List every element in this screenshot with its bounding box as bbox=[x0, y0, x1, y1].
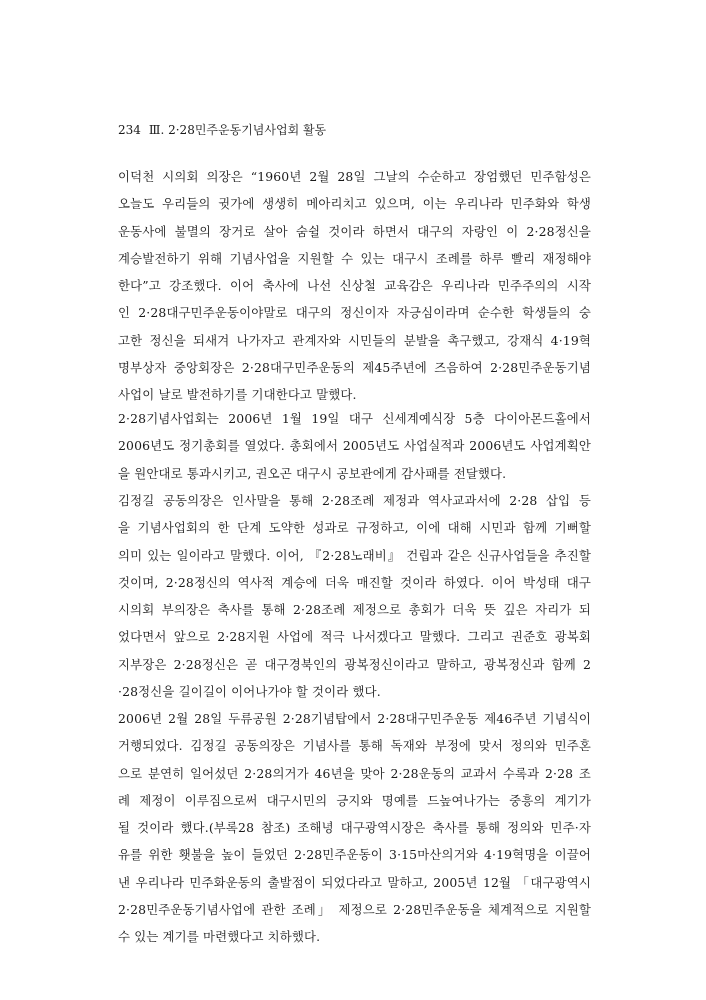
text-line: 명부상자 중앙회장은 2·28대구민주운동의 제45주년에 즈음하여 2·28민주운동기념 bbox=[118, 360, 591, 376]
text-line: 것이며, 2·28정신의 역사적 계승에 더욱 매진할 것이라 하였다. 이어 박성태 대구 bbox=[118, 574, 591, 590]
text-line: 었다면서 앞으로 2·28지원 사업에 적극 나서겠다고 말했다. 그리고 권준호 광복회 bbox=[118, 629, 591, 645]
text-line: 수 있는 계기를 마련했다고 치하했다. bbox=[118, 929, 321, 945]
text-line: 례 제정이 이루짐으로써 대구시민의 긍지와 명예를 드높여나가는 중흥의 계기가 bbox=[118, 792, 591, 808]
text-line: 오늘도 우리들의 귓가에 생생히 메아리치고 있으며, 이는 우리나라 민주화와 학생 bbox=[118, 196, 591, 212]
text-line: ·28정신을 길이길이 이어나가야 할 것이라 했다. bbox=[118, 684, 381, 700]
chapter-title: Ⅲ. 2·28민주운동기념사업회 활동 bbox=[148, 123, 327, 137]
text-line: 2·28기념사업회는 2006년 1월 19일 대구 신세계예식장 5층 다이아몬드홀에서 bbox=[118, 411, 591, 426]
text-line: 을 원안대로 통과시키고, 권오곤 대구시 공보관에게 감사패를 전달했다. bbox=[118, 465, 507, 481]
text-line: 거행되었다. 김정길 공동의장은 기념사를 통해 독재와 부정에 맞서 정의와 민주혼 bbox=[118, 738, 591, 754]
text-line: 시의회 부의장은 축사를 통해 2·28조례 제정으로 총회가 더욱 뜻 깊은 자리가 되 bbox=[118, 602, 591, 618]
paragraph-1 bbox=[118, 163, 591, 409]
text-line: 2006년 2월 28일 두류공원 2·28기념탑에서 2·28대구민주운동 제46주년 기념식이 bbox=[118, 711, 591, 726]
text-line: 낸 우리나라 민주화운동의 출발점이 되었다라고 말하고, 2005년 12월 「대구광역시 bbox=[118, 874, 591, 890]
text-line: 운동사에 불멸의 장거로 살아 숨쉴 것이라 하면서 대구의 자랑인 이 2·28정신을 bbox=[118, 223, 591, 239]
text-line: 한다”고 강조했다. 이어 축사에 나선 신상철 교육감은 우리나라 민주주의의 시작 bbox=[118, 278, 591, 294]
text-line: 2·28민주운동기념사업에 관한 조례」 제정으로 2·28민주운동을 체계적으로 지원할 bbox=[118, 902, 591, 918]
text-line: 이덕천 시의회 의장은 “1960년 2월 28일 그날의 수순하고 장엄했던 민주함성은 bbox=[118, 169, 591, 184]
text-line: 을 기념사업회의 한 단계 도약한 성과로 규정하고, 이에 대해 시민과 함께 기뻐할 bbox=[118, 520, 591, 536]
text-line: 인 2·28대구민주운동이야말로 대구의 정신이자 자긍심이라며 순수한 학생들의 숭 bbox=[118, 305, 591, 321]
text-line: 으로 분연히 일어섰던 2·28의거가 46년을 맞아 2·28운동의 교과서 수록과 2·28 조 bbox=[118, 765, 591, 781]
running-header bbox=[118, 122, 326, 138]
text-line: 사업이 날로 발전하기를 기대한다고 말했다. bbox=[118, 387, 357, 403]
text-line: 지부장은 2·28정신은 곧 대구경북인의 광복정신이라고 말하고, 광복정신과 함께 2 bbox=[118, 656, 591, 672]
text-line: 계승발전하기 위해 기념사업을 지원할 수 있는 대구시 조례를 하루 빨리 재정해야 bbox=[118, 250, 591, 266]
text-line: 유를 위한 횃불을 높이 들었던 2·28민주운동이 3·15마산의거와 4·19혁명을 이끌어 bbox=[118, 847, 591, 863]
page-number: 234 bbox=[118, 123, 141, 137]
paragraph-4 bbox=[118, 705, 591, 951]
paragraph-2 bbox=[118, 405, 591, 487]
paragraph-3 bbox=[118, 487, 591, 705]
text-line: 의미 있는 일이라고 말했다. 이어, 『2·28노래비』 건립과 같은 신규사업들을 추진할 bbox=[118, 547, 591, 563]
text-line: 2006년도 정기총회를 열었다. 총회에서 2005년도 사업실적과 2006년도 사업계획안 bbox=[118, 438, 591, 454]
text-line: 고한 정신을 되새겨 나가자고 관계자와 시민들의 분발을 촉구했고, 강재식 4·19혁 bbox=[118, 332, 591, 348]
text-line: 될 것이라 했다.(부록28 참조) 조해녕 대구광역시장은 축사를 통해 정의와 민주·자 bbox=[118, 820, 591, 836]
text-line: 김정길 공동의장은 인사말을 통해 2·28조례 제정과 역사교과서에 2·28 삽입 등 bbox=[118, 493, 591, 508]
